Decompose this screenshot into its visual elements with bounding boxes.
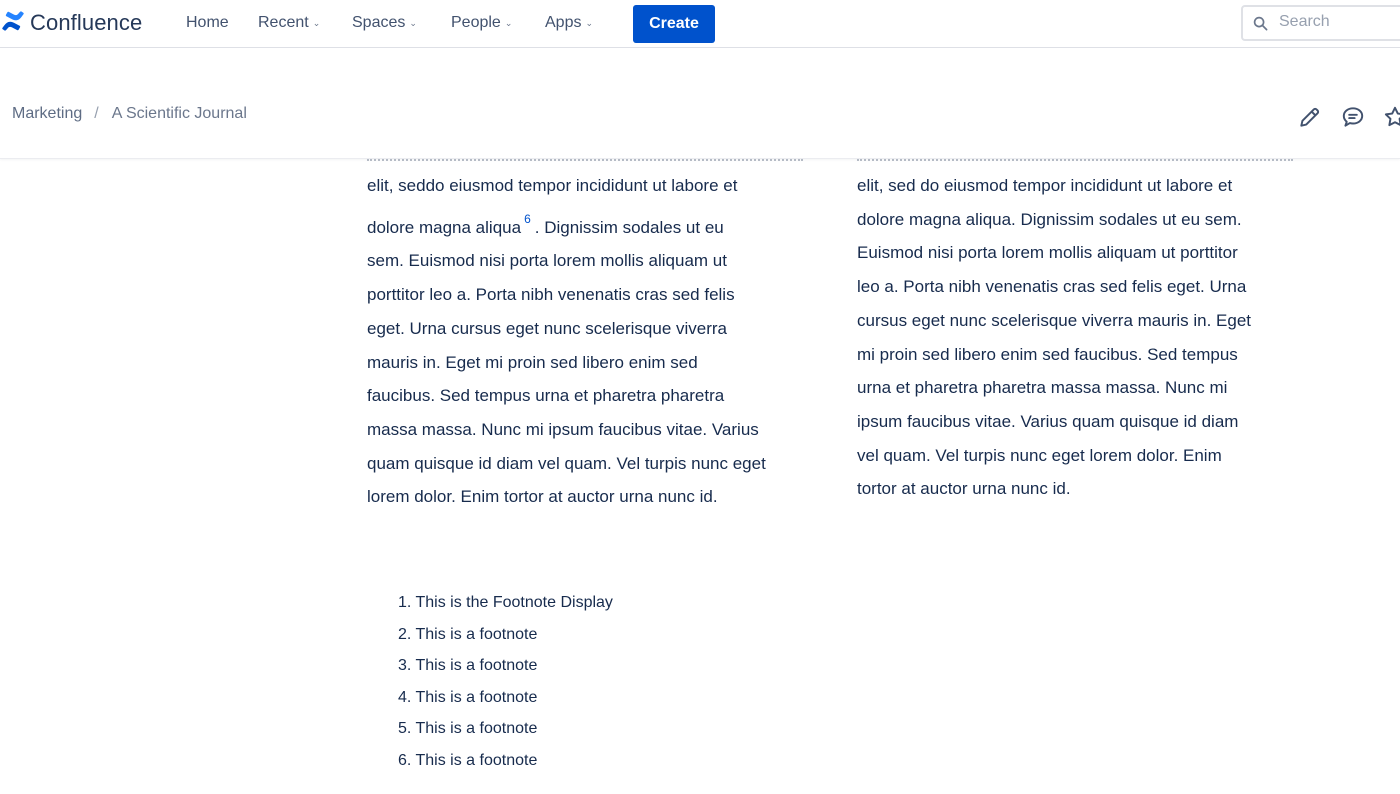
paragraph-line: mi proin sed libero enim sed faucibus. Sed tempus xyxy=(857,344,1238,364)
comment-icon[interactable] xyxy=(1340,104,1366,130)
text-column-right xyxy=(857,169,1307,506)
nav-apps-label: Apps xyxy=(545,14,582,31)
paragraph-line: eget. Urna cursus eget nunc scelerisque viverra xyxy=(367,318,728,338)
breadcrumb xyxy=(12,105,247,123)
page-content xyxy=(0,159,1400,794)
footnote-item: 5. This is a footnote xyxy=(398,720,538,737)
paragraph-line: urna et pharetra pharetra massa massa. Nunc mi xyxy=(857,378,1228,398)
paragraph-line: vel quam. Vel turpis nunc eget lorem dolor. Enim xyxy=(857,445,1222,465)
footnote-list xyxy=(398,587,613,776)
paragraph-line: massa massa. Nunc mi ipsum faucibus vitae. Varius xyxy=(367,419,759,439)
paragraph-line: sem. Euismod nisi porta lorem mollis aliquam ut xyxy=(367,251,727,271)
chevron-down-icon: ⌄ xyxy=(409,17,417,28)
search-icon xyxy=(1253,16,1268,36)
paragraph-line: Euismod nisi porta lorem mollis aliquam ut porttitor xyxy=(857,243,1238,263)
nav-apps[interactable] xyxy=(545,14,593,32)
chevron-down-icon: ⌄ xyxy=(312,17,321,28)
paragraph-line: elit, sed do eiusmod tempor incididunt ut labore et xyxy=(857,176,1233,195)
paragraph-line: tortor at auctor urna nunc id. xyxy=(857,479,1071,499)
paragraph-line: faucibus. Sed tempus urna et pharetra pharetra xyxy=(367,386,725,406)
footnote-item: 2. This is a footnote xyxy=(398,625,538,643)
paragraph-line-with-footnote xyxy=(367,203,822,245)
footnote-item: 4. This is a footnote xyxy=(398,688,538,706)
chevron-down-icon: ⌄ xyxy=(585,17,594,28)
paragraph-line: ipsum faucibus vitae. Varius quam quisque id diam xyxy=(857,411,1239,431)
nav-recent[interactable] xyxy=(258,14,320,32)
nav-home[interactable] xyxy=(186,14,229,32)
paragraph-line: lorem dolor. Enim tortor at auctor urna nunc id. xyxy=(367,487,718,507)
search-box[interactable] xyxy=(1241,5,1400,41)
nav-home-label: Home xyxy=(186,14,229,31)
create-button[interactable]: Create xyxy=(633,5,715,43)
chevron-down-icon: ⌄ xyxy=(504,17,513,28)
pencil-icon[interactable] xyxy=(1297,104,1323,130)
footnote-reference-link[interactable]: 6 xyxy=(524,211,531,226)
nav-people-label: People xyxy=(451,14,501,31)
breadcrumb-separator: / xyxy=(94,105,99,122)
paragraph-line: mauris in. Eget mi proin sed libero enim sed xyxy=(367,352,698,372)
footnote-item: 3. This is a footnote xyxy=(398,657,538,674)
paragraph-line: leo a. Porta nibh venenatis cras sed felis eget. Urna xyxy=(857,277,1247,297)
text-after-footnote: . Dignissim sodales ut eu xyxy=(534,217,724,237)
confluence-logo[interactable] xyxy=(2,10,142,36)
paragraph-line: porttitor leo a. Porta nibh venenatis cras sed felis xyxy=(367,285,735,305)
paragraph-line: cursus eget nunc scelerisque viverra mauris in. Eget xyxy=(857,310,1252,330)
nav-people[interactable] xyxy=(451,14,512,32)
clipped-text-line xyxy=(367,159,803,165)
paragraph-line: quam quisque id diam vel quam. Vel turpis nunc eget xyxy=(367,453,766,473)
breadcrumb-space-link[interactable]: Marketing xyxy=(12,105,83,122)
top-navigation xyxy=(0,0,1400,48)
footnote-item: 1. This is the Footnote Display xyxy=(398,594,613,611)
star-icon[interactable] xyxy=(1382,104,1400,130)
app-name: Confluence xyxy=(30,10,143,35)
confluence-logo-icon xyxy=(2,10,24,37)
paragraph-line: elit, seddo eiusmod tempor incididunt ut labore et xyxy=(367,176,738,195)
text-column-left xyxy=(367,169,822,514)
search-input[interactable] xyxy=(1277,12,1391,32)
nav-recent-label: Recent xyxy=(258,14,309,31)
clipped-text-line xyxy=(857,159,1293,165)
paragraph-line: dolore magna aliqua. Dignissim sodales ut eu sem. xyxy=(857,209,1242,229)
nav-spaces[interactable] xyxy=(352,14,417,32)
page-header xyxy=(0,48,1400,159)
text-before-footnote: dolore magna aliqua xyxy=(367,217,522,237)
footnote-item: 6. This is a footnote xyxy=(398,751,538,769)
nav-spaces-label: Spaces xyxy=(352,14,406,31)
breadcrumb-page-link[interactable]: A Scientific Journal xyxy=(111,105,247,122)
